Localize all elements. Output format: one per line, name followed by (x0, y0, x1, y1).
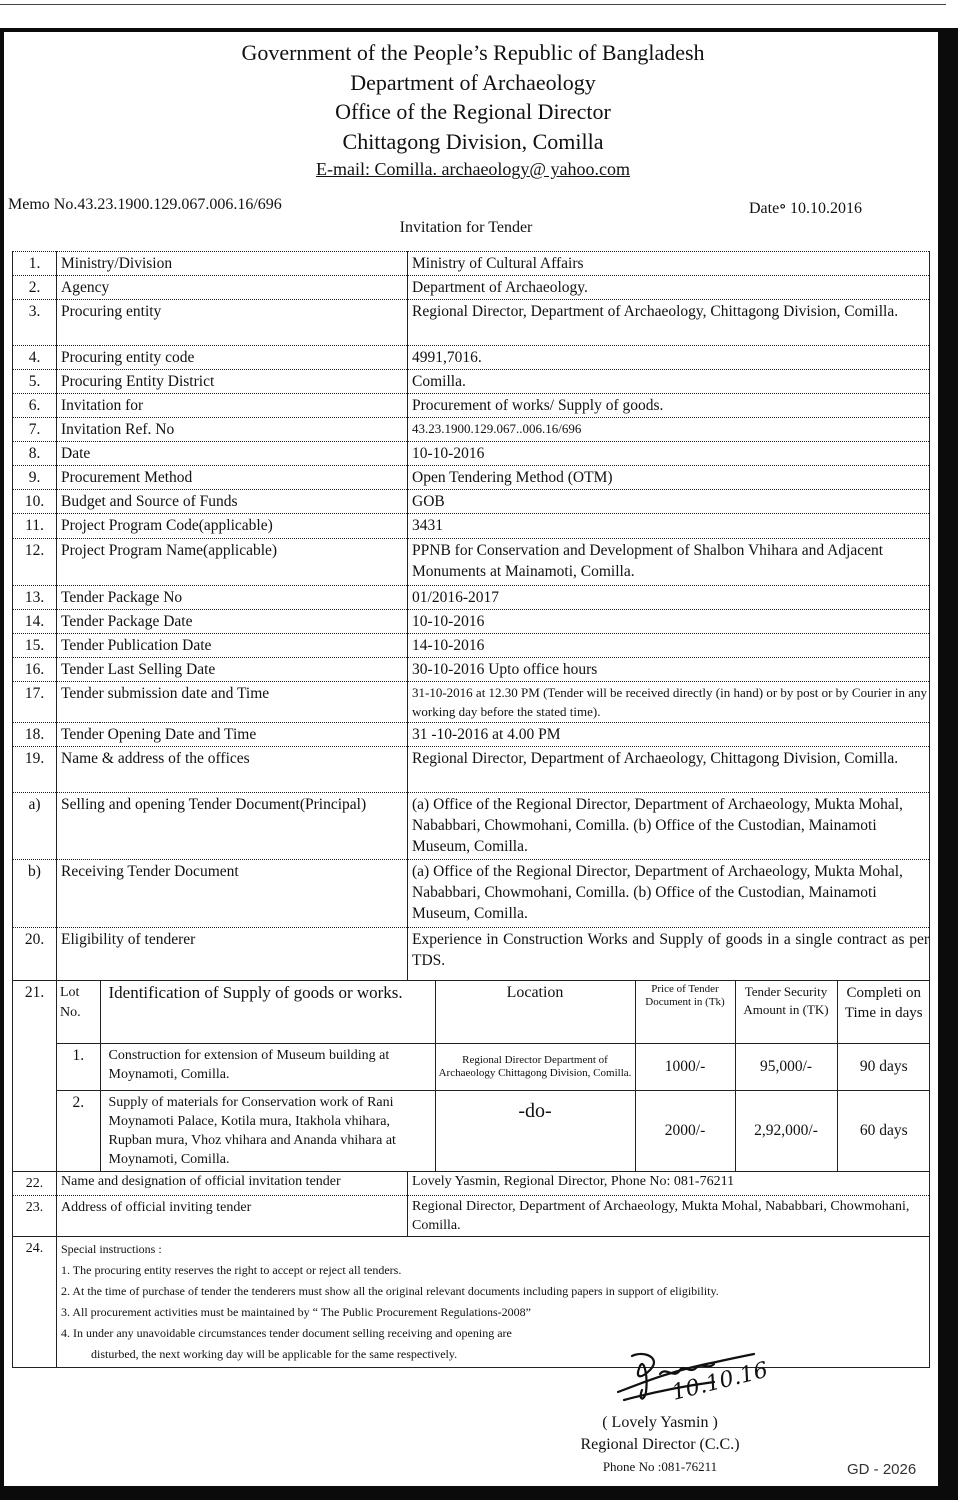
lot-number: 2. (57, 1090, 100, 1171)
row-label: Tender Package Date (57, 610, 408, 634)
row-number: 24. (13, 1236, 57, 1367)
row-value: Regional Director, Department of Archaeology, Mukta Mohal, Nababbari, Chowmohani, Comilla. (408, 1195, 930, 1236)
table-row (13, 490, 930, 514)
row-number: 21. (13, 981, 57, 1172)
completion-header: Completi on Time in days (837, 981, 930, 1043)
row-number: 23. (13, 1195, 57, 1236)
special-instructions (57, 1236, 930, 1367)
office-line: Office of the Regional Director (335, 99, 611, 124)
instruction-continuation: disturbed, the next working day will be applicable for the same respectively. (91, 1346, 458, 1361)
table-row (13, 928, 930, 981)
row-label: Invitation for (57, 394, 408, 418)
lot-completion: 60 days (837, 1090, 930, 1171)
row-number: 9. (13, 466, 57, 490)
table-row (13, 370, 930, 394)
row-label: Name and designation of official invitation tender (57, 1171, 408, 1195)
tender-table (12, 251, 930, 1368)
row-label: Project Program Code(applicable) (57, 514, 408, 539)
row-value: 30-10-2016 Upto office hours (408, 658, 930, 682)
table-row (13, 442, 930, 466)
lot-table-cell (57, 981, 930, 1172)
row-number: 14. (13, 610, 57, 634)
row-label: Ministry/Division (57, 252, 408, 276)
footer-code: GD - 2026 (847, 1461, 917, 1478)
row-value: 31-10-2016 at 12.30 PM (Tender will be received directly (in hand) or by post or by Courier in any working day before the stated time). (408, 682, 930, 723)
row-value: Procurement of works/ Supply of goods. (408, 394, 930, 418)
lot-price: 2000/- (635, 1090, 735, 1171)
row-value: 4991,7016. (408, 346, 930, 370)
row-number: 11. (13, 514, 57, 539)
row-label: Budget and Source of Funds (57, 490, 408, 514)
row-number: 16. (13, 658, 57, 682)
instruction-item: 2. At the time of purchase of tender the tenderers must show all the original relevant documents including papers in support of eligibility. (61, 1283, 719, 1298)
lot-completion: 90 days (837, 1043, 930, 1090)
row-value: (a) Office of the Regional Director, Department of Archaeology, Mukta Mohal, Nababbari, Chowmohani, Comilla. (b) Office of the Custodian, Mainamoti Museum, Comilla. (408, 793, 930, 860)
table-row (13, 514, 930, 539)
row-value: Comilla. (408, 370, 930, 394)
row-number: 7. (13, 418, 57, 442)
table-row (13, 1171, 930, 1195)
signature-date: 10.10.16 (669, 1357, 771, 1406)
lot-table (57, 981, 930, 1171)
instruction-item: 1. The procuring entity reserves the right to accept or reject all tenders. (61, 1262, 402, 1277)
security-header: Tender Security Amount in (TK) (735, 981, 837, 1043)
row-value: Regional Director, Department of Archaeology, Chittagong Division, Comilla. (408, 747, 930, 793)
row-number: 15. (13, 634, 57, 658)
row-value: Regional Director, Department of Archaeology, Chittagong Division, Comilla. (408, 300, 930, 346)
row-value: (a) Office of the Regional Director, Department of Archaeology, Mukta Mohal, Nababbari, Chowmohani, Comilla. (b) Office of the Custodian, Mainamoti Museum, Comilla. (408, 860, 930, 928)
table-row (13, 682, 930, 723)
table-row (13, 793, 930, 860)
row-number: 18. (13, 723, 57, 747)
signatory-name: ( Lovely Yasmin ) (602, 1414, 718, 1431)
row-value: 43.23.1900.129.067..006.16/696 (408, 418, 930, 442)
identification-header: Identification of Supply of goods or works. (100, 981, 435, 1043)
table-row (13, 610, 930, 634)
row-label: Selling and opening Tender Document(Principal) (57, 793, 408, 860)
signatory-designation: Regional Director (C.C.) (580, 1436, 740, 1453)
row-number: 1. (13, 252, 57, 276)
lot-header-row (13, 981, 930, 1172)
row-number: 3. (13, 300, 57, 346)
row-value: 01/2016-2017 (408, 586, 930, 610)
page-title: Invitation for Tender (399, 219, 533, 236)
row-label: Project Program Name(applicable) (57, 539, 408, 586)
lot-description: Construction for extension of Museum building at Moynamoti, Comilla. (100, 1043, 435, 1090)
signature (604, 1340, 794, 1412)
row-label: Name & address of the offices (57, 747, 408, 793)
table-row (13, 394, 930, 418)
row-label: Procuring entity (57, 300, 408, 346)
row-label: Date (57, 442, 408, 466)
price-header: Price of Tender Document in (Tk) (635, 981, 735, 1043)
table-row (13, 860, 930, 928)
row-label: Tender Publication Date (57, 634, 408, 658)
row-label: Procurement Method (57, 466, 408, 490)
row-value: 31 -10-2016 at 4.00 PM (408, 723, 930, 747)
lot-security: 2,92,000/- (735, 1090, 837, 1171)
row-number: 12. (13, 539, 57, 586)
table-row (13, 586, 930, 610)
instruction-item: 3. All procurement activities must be maintained by “ The Public Procurement Regulations-2008” (61, 1304, 532, 1319)
row-number: 17. (13, 682, 57, 723)
row-value: GOB (408, 490, 930, 514)
table-row (13, 346, 930, 370)
row-label: Invitation Ref. No (57, 418, 408, 442)
table-row (13, 276, 930, 300)
row-number: 2. (13, 276, 57, 300)
row-value: Lovely Yasmin, Regional Director, Phone No: 081-76211 (408, 1171, 930, 1195)
table-row (13, 539, 930, 586)
table-row (13, 418, 930, 442)
table-row (13, 252, 930, 276)
row-value: 10-10-2016 (408, 610, 930, 634)
row-value: Department of Archaeology. (408, 276, 930, 300)
memo-number: Memo No.43.23.1900.129.067.006.16/696 (8, 196, 282, 213)
row-label: Agency (57, 276, 408, 300)
lot-header (57, 981, 930, 1043)
table-row (13, 466, 930, 490)
row-value: Experience in Construction Works and Supply of goods in a single contract as per TDS. (408, 928, 930, 981)
table-row (13, 634, 930, 658)
row-number: 4. (13, 346, 57, 370)
location-header: Location (435, 981, 635, 1043)
row-number: 6. (13, 394, 57, 418)
row-label: Eligibility of tenderer (57, 928, 408, 981)
lot-security: 95,000/- (735, 1043, 837, 1090)
memo-date: Date॰ 10.10.2016 (749, 200, 863, 217)
lot-location: -do- (435, 1090, 635, 1171)
table-row (13, 747, 930, 793)
signatory-phone: Phone No :081-76211 (602, 1459, 718, 1474)
row-number: 8. (13, 442, 57, 466)
row-label: Address of official inviting tender (57, 1195, 408, 1236)
row-value: Ministry of Cultural Affairs (408, 252, 930, 276)
row-label: Tender submission date and Time (57, 682, 408, 723)
row-number: b) (13, 860, 57, 928)
govt-line: Government of the People’s Republic of Bangladesh (241, 40, 705, 65)
row-value: 14-10-2016 (408, 634, 930, 658)
table-row (13, 658, 930, 682)
row-number: 5. (13, 370, 57, 394)
lot-description: Supply of materials for Conservation work of Rani Moynamoti Palace, Kotila mura, Itakhola vhihara, Rupban mura, Vhoz vhihara and Ananda vhihara at Moynamoti, Comilla. (100, 1090, 435, 1171)
table-row (13, 723, 930, 747)
row-number: 10. (13, 490, 57, 514)
lot-location: Regional Director Department of Archaeology Chittagong Division, Comilla. (435, 1043, 635, 1090)
row-number: a) (13, 793, 57, 860)
row-label: Tender Package No (57, 586, 408, 610)
row-number: 22. (13, 1171, 57, 1195)
department-line: Department of Archaeology (350, 69, 596, 95)
signatory-block (560, 1412, 760, 1478)
row-number: 19. (13, 747, 57, 793)
row-label: Tender Opening Date and Time (57, 723, 408, 747)
top-rule (0, 4, 946, 5)
row-value: PPNB for Conservation and Development of Shalbon Vhihara and Adjacent Monuments at Mainamoti, Comilla. (408, 539, 930, 586)
row-label: Procuring entity code (57, 346, 408, 370)
row-label: Procuring Entity District (57, 370, 408, 394)
lot-no-header: Lot No. (57, 981, 100, 1043)
row-value: 10-10-2016 (408, 442, 930, 466)
table-row (13, 1195, 930, 1236)
row-number: 13. (13, 586, 57, 610)
table-row (13, 300, 930, 346)
row-value: 3431 (408, 514, 930, 539)
row-label: Tender Last Selling Date (57, 658, 408, 682)
email-line: E-mail: Comilla. archaeology@ yahoo.com (316, 159, 630, 179)
letterhead (0, 38, 946, 182)
instruction-item: 4. In under any unavoidable circumstances tender document selling receiving and opening are (61, 1325, 512, 1340)
row-value: Open Tendering Method (OTM) (408, 466, 930, 490)
division-line: Chittagong Division, Comilla (342, 128, 604, 154)
table-row (57, 1090, 930, 1171)
row-label: Receiving Tender Document (57, 860, 408, 928)
lot-number: 1. (57, 1043, 100, 1090)
lot-price: 1000/- (635, 1043, 735, 1090)
row-number: 20. (13, 928, 57, 981)
special-heading: Special instructions : (61, 1241, 162, 1256)
table-row (57, 1043, 930, 1090)
